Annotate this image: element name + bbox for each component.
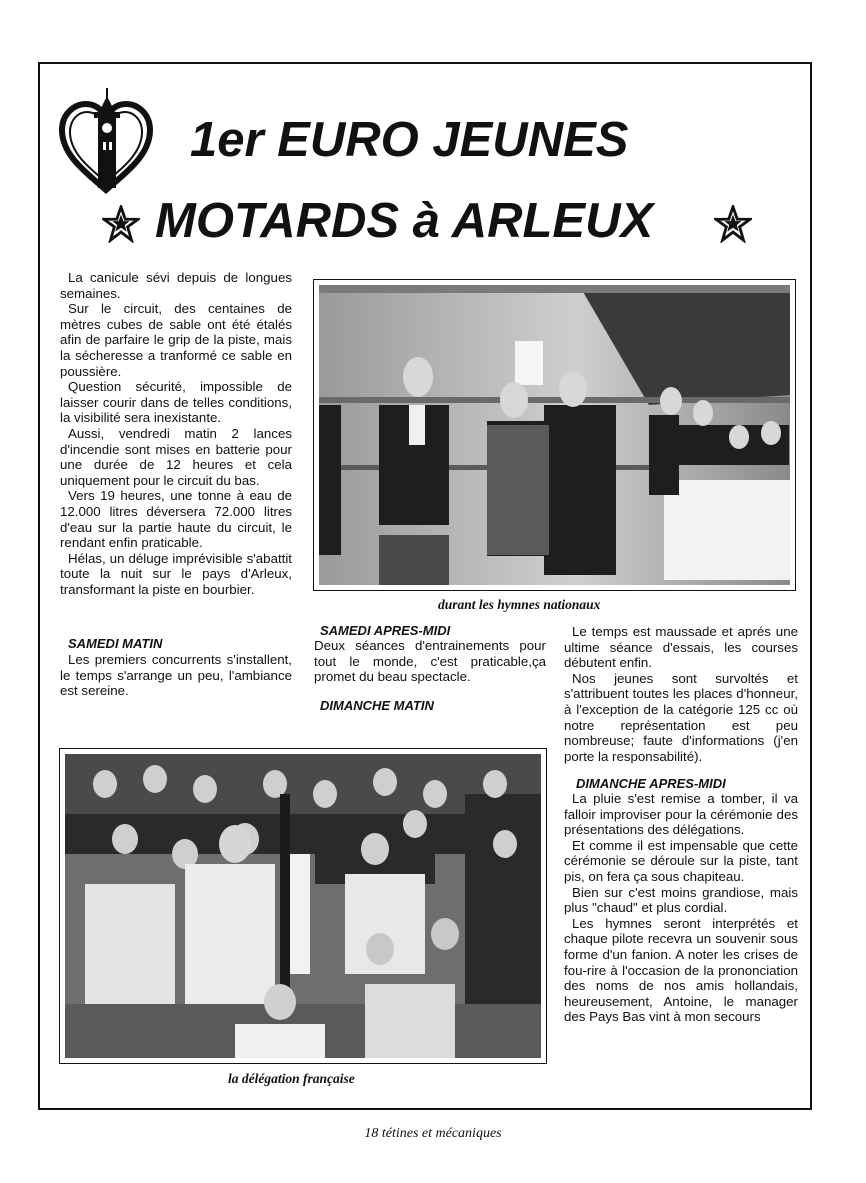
intro-paragraph: Question sécurité, impossible de laisser courir dans de telles conditions, la visibilité sera inexistante. [60, 379, 292, 426]
dimanche-paragraph: Bien sur c'est moins grandiose, mais plus "chaud" et plus cordial. [564, 884, 798, 916]
right-paragraph: Le temps est maussade et aprés une ultime séance d'essais, les courses débutent enfin. [564, 624, 798, 671]
intro-column [60, 270, 292, 597]
samedi-matin-text [60, 652, 292, 699]
dimanche-paragraph: La pluie s'est remise a tomber, il va falloir improviser pour la cérémonie des présentations des délégations. [564, 791, 798, 838]
section-heading-dimanche-apres-midi: DIMANCHE APRES-MIDI [576, 776, 726, 791]
headline-line-1: 1er EURO JEUNES [190, 113, 629, 167]
intro-paragraph: La canicule sévi depuis de longues semaines. [60, 270, 292, 301]
intro-paragraph: Sur le circuit, des centaines de mètres cubes de sable ont été étalés afin de parfaire le grip de la piste, mais la sécheresse a tranformé ce sable en poussière. [60, 301, 292, 379]
page-footer: 18 tétines et mécaniques [364, 1126, 502, 1141]
samedi-apres-midi-text [314, 638, 546, 685]
intro-paragraph: Vers 19 heures, une tonne à eau de 12.000 litres déversera 72.000 litres d'eau sur la partie haute du circuit, le rendant enfin praticable. [60, 488, 292, 551]
photo-caption-anthems: durant les hymnes nationaux [438, 597, 601, 612]
right-column-top [564, 624, 798, 764]
samedi-apres-midi-paragraph: Deux séances d'entrainements pour tout le monde, c'est praticable,ça promet du beau spectacle. [314, 638, 546, 685]
heart-tower-logo [58, 86, 154, 198]
dimanche-apres-midi-text [564, 791, 798, 1025]
section-heading-samedi-matin: SAMEDI MATIN [68, 636, 163, 651]
photo-caption-delegation: la délégation française [228, 1071, 355, 1086]
section-heading-dimanche-matin: DIMANCHE MATIN [320, 698, 434, 713]
samedi-matin-paragraph: Les premiers concurrents s'installent, le temps s'arrange un peu, l'ambiance est sereine. [60, 652, 292, 699]
photo-french-delegation [59, 748, 547, 1064]
star-icon [102, 205, 140, 243]
section-heading-samedi-apres-midi: SAMEDI APRES-MIDI [320, 623, 451, 638]
headline-line-2: MOTARDS à ARLEUX [155, 194, 654, 248]
intro-paragraph: Hélas, un déluge imprévisible s'abattit toute la nuit sur le pays d'Arleux, transformant la piste en bourbier. [60, 550, 292, 597]
intro-paragraph: Aussi, vendredi matin 2 lances d'incendie sont mises en batterie pour une durée de 12 heures et cela uniquement pour le circuit du bas. [60, 425, 292, 488]
photo-national-anthems [313, 279, 796, 591]
right-paragraph: Nos jeunes sont survoltés et s'attribuent toutes les places d'honneur, à l'exception de la catégorie 125 cc où notre représentation est peu nombreuse; faute d'informations (j'en porte la responsabilité). [564, 670, 798, 764]
dimanche-paragraph: Et comme il est impensable que cette cérémonie se déroule sur la piste, tant pis, on fera ça sous chapiteau. [564, 837, 798, 884]
dimanche-paragraph: Les hymnes seront interprétés et chaque pilote recevra un souvenir sous forme d'un fanion. A noter les crises de fou-rire à l'occasion de la prononciation des noms de nos amis hollandais, heureusement, Antoine, le manager des Pays Bas vint à mon secours [564, 915, 798, 1025]
star-icon [714, 205, 752, 243]
